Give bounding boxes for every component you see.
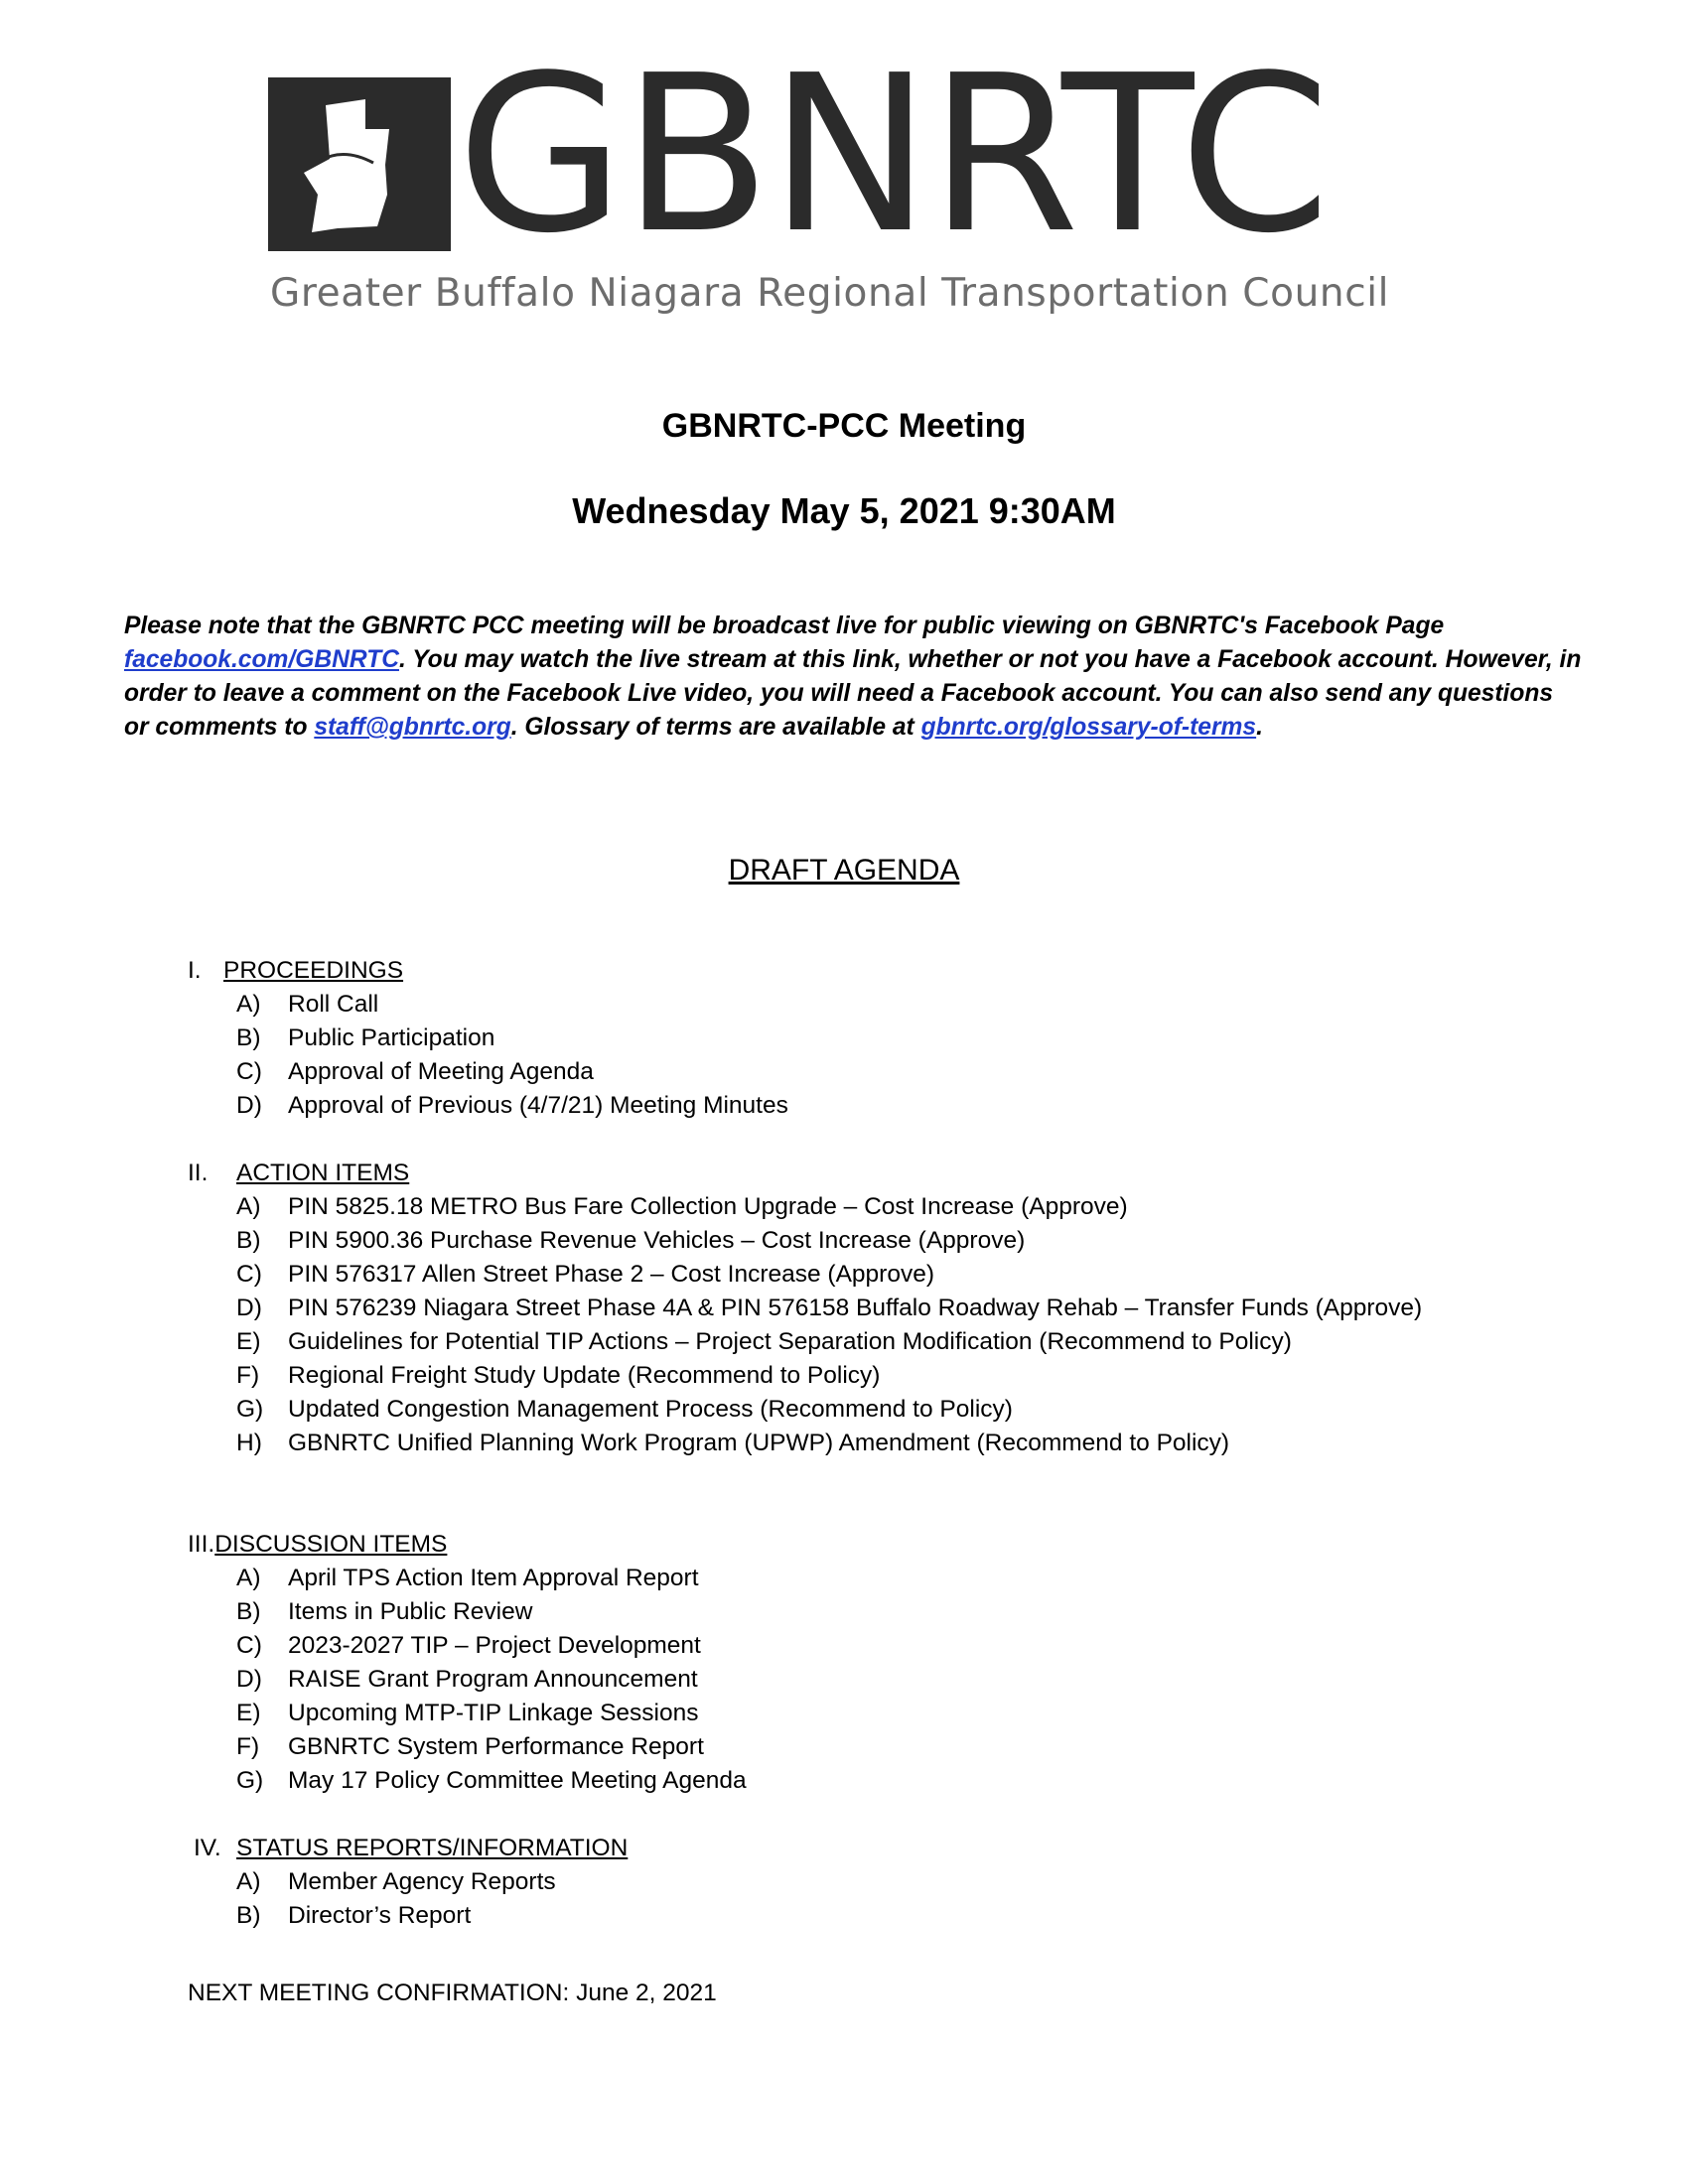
gbnrtc-logo (268, 30, 1402, 326)
agenda-item (236, 1632, 701, 1660)
agenda-item (236, 1328, 1292, 1356)
item-text: PIN 5900.36 Purchase Revenue Vehicles – Cost Increase (Approve) (288, 1227, 1026, 1254)
meeting-datetime: Wednesday May 5, 2021 9:30AM (572, 490, 1116, 531)
agenda-item (236, 1227, 1025, 1255)
agenda-item (236, 1565, 699, 1592)
agenda-section (188, 957, 403, 985)
item-text: GBNRTC Unified Planning Work Program (UPWP) Amendment (Recommend to Policy) (288, 1430, 1230, 1456)
agenda-item (236, 1733, 704, 1761)
item-text: Approval of Meeting Agenda (288, 1058, 594, 1085)
email-link[interactable]: staff@gbnrtc.org (314, 714, 511, 741)
item-text: Director’s Report (288, 1902, 472, 1929)
logo-subtitle: Greater Buffalo Niagara Regional Transportation Council (270, 271, 1390, 316)
item-text: Items in Public Review (288, 1598, 533, 1625)
agenda-item (236, 1700, 699, 1727)
item-text: Upcoming MTP-TIP Linkage Sessions (288, 1700, 699, 1726)
item-text: Guidelines for Potential TIP Actions – Project Separation Modification (Recommend to Policy) (288, 1328, 1292, 1355)
agenda-heading: DRAFT AGENDA (728, 854, 960, 887)
item-letter: E) (236, 1700, 261, 1726)
broadcast-notice (124, 610, 1584, 745)
item-text: Member Agency Reports (288, 1868, 556, 1895)
item-letter: B) (236, 1902, 261, 1929)
agenda-item (236, 1362, 880, 1390)
item-text: PIN 576239 Niagara Street Phase 4A & PIN 576158 Buffalo Roadway Rehab – Transfer Funds (Approve) (288, 1295, 1423, 1321)
section-heading: DISCUSSION ITEMS (214, 1531, 448, 1558)
item-text: GBNRTC System Performance Report (288, 1733, 704, 1760)
section-heading: PROCEEDINGS (223, 957, 404, 984)
notice-text: . (1256, 714, 1263, 741)
agenda-item (236, 1396, 1013, 1424)
item-letter: B) (236, 1227, 261, 1254)
logo-wordmark: GBNRTC (457, 30, 1329, 281)
item-text: Updated Congestion Management Process (Recommend to Policy) (288, 1396, 1013, 1423)
item-letter: F) (236, 1362, 260, 1389)
item-letter: G) (236, 1767, 264, 1794)
item-text: April TPS Action Item Approval Report (288, 1565, 699, 1591)
agenda-section (188, 1531, 447, 1559)
item-text: Public Participation (288, 1024, 495, 1051)
agenda-item (236, 1092, 788, 1120)
section-heading: ACTION ITEMS (236, 1160, 410, 1186)
item-letter: D) (236, 1666, 262, 1693)
agenda-section (188, 1160, 409, 1187)
agenda-item (236, 1430, 1229, 1457)
region-map-icon (268, 77, 451, 251)
item-text: PIN 576317 Allen Street Phase 2 – Cost Increase (Approve) (288, 1261, 934, 1288)
item-text: 2023-2027 TIP – Project Development (288, 1632, 701, 1659)
item-letter: A) (236, 991, 261, 1018)
next-meeting-confirmation: NEXT MEETING CONFIRMATION: June 2, 2021 (188, 1979, 717, 2006)
item-letter: G) (236, 1396, 264, 1423)
section-number: IV. (194, 1835, 221, 1861)
item-letter: E) (236, 1328, 261, 1355)
glossary-link[interactable]: gbnrtc.org/glossary-of-terms (920, 714, 1257, 741)
item-letter: B) (236, 1598, 261, 1625)
item-text: May 17 Policy Committee Meeting Agenda (288, 1767, 747, 1794)
notice-text: Please note that the GBNRTC PCC meeting will be broadcast live for public viewing on GBNRTC's Facebook Page (124, 613, 1445, 639)
agenda-item (236, 1902, 471, 1930)
item-letter: H) (236, 1430, 262, 1456)
item-letter: C) (236, 1632, 262, 1659)
agenda-item (236, 1868, 556, 1896)
item-text: Regional Freight Study Update (Recommend to Policy) (288, 1362, 881, 1389)
notice-text: . You may watch the live stream at this link, whether or not you have a Facebook account. However, in order to leave a comment on the Facebook Live video, you will need a Facebook account. You can also send any questions or comments to (124, 646, 1582, 741)
item-text: RAISE Grant Program Announcement (288, 1666, 698, 1693)
item-text: Approval of Previous (4/7/21) Meeting Minutes (288, 1092, 788, 1119)
meeting-title: GBNRTC-PCC Meeting (661, 407, 1027, 445)
item-letter: C) (236, 1058, 262, 1085)
item-letter: C) (236, 1261, 262, 1288)
agenda-item (236, 1193, 1128, 1221)
item-letter: B) (236, 1024, 261, 1051)
facebook-link[interactable]: facebook.com/GBNRTC (124, 646, 399, 673)
agenda-item (236, 991, 378, 1019)
agenda-item (236, 1666, 698, 1694)
agenda-item (236, 1598, 532, 1626)
agenda-item (236, 1261, 934, 1289)
agenda-section (194, 1835, 628, 1862)
agenda-item (236, 1767, 747, 1795)
agenda-item (236, 1058, 594, 1086)
section-number: II. (188, 1160, 209, 1186)
section-heading: STATUS REPORTS/INFORMATION (236, 1835, 629, 1861)
item-letter: D) (236, 1092, 262, 1119)
item-letter: F) (236, 1733, 260, 1760)
item-letter: A) (236, 1193, 261, 1220)
section-number: III. (188, 1531, 215, 1558)
section-number: I. (188, 957, 202, 984)
agenda-item (236, 1024, 494, 1052)
item-letter: A) (236, 1868, 261, 1895)
item-letter: D) (236, 1295, 262, 1321)
item-text: Roll Call (288, 991, 379, 1018)
notice-text: . Glossary of terms are available at (510, 714, 921, 741)
item-letter: A) (236, 1565, 261, 1591)
item-text: PIN 5825.18 METRO Bus Fare Collection Upgrade – Cost Increase (Approve) (288, 1193, 1128, 1220)
agenda-item (236, 1295, 1422, 1322)
